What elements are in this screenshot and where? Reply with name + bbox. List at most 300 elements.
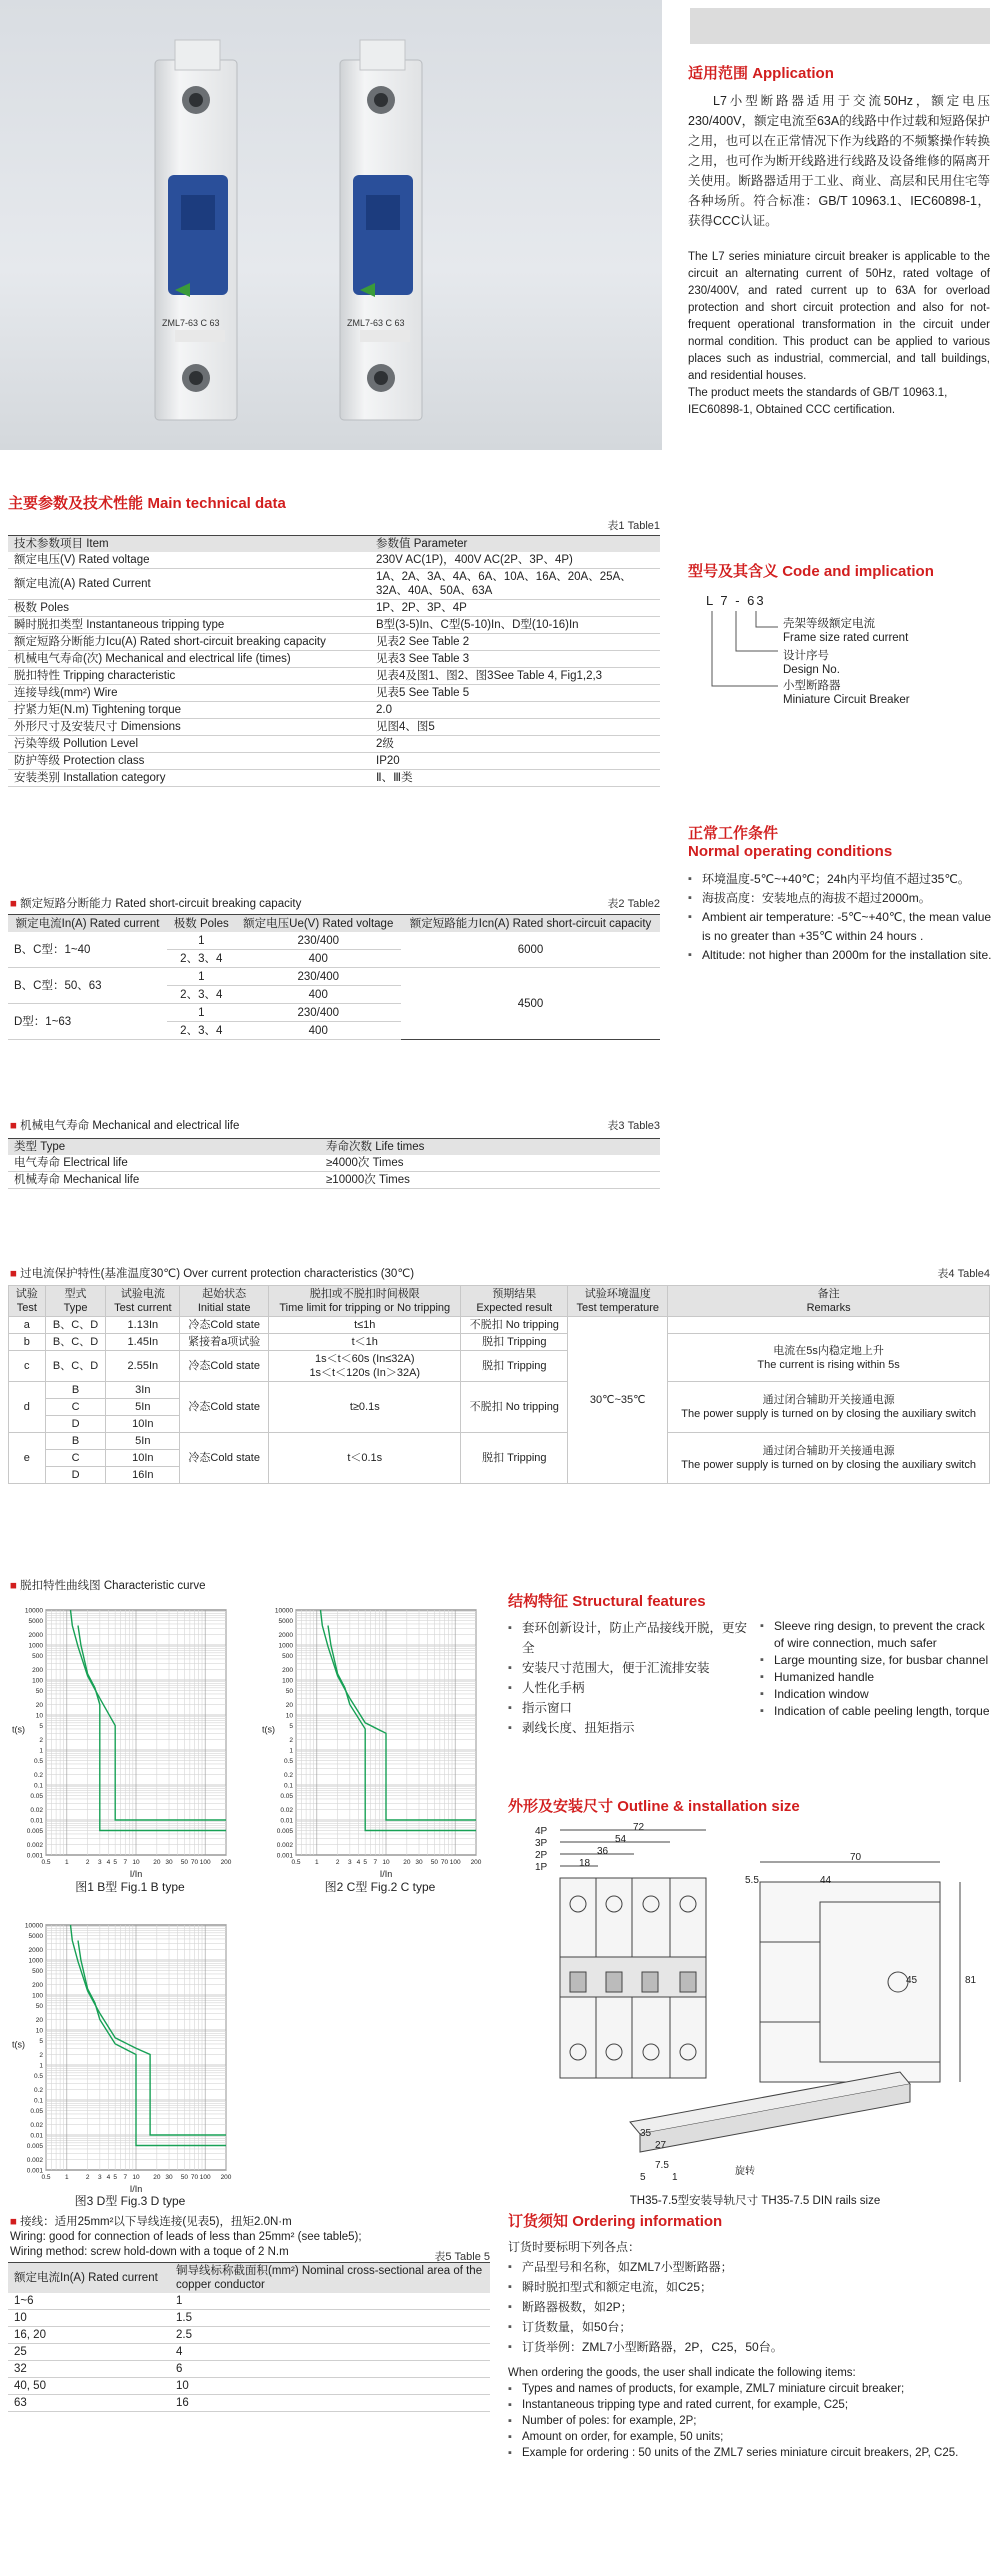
y-tick-label: 0.05 [30, 1793, 43, 1801]
breaker-left [155, 40, 237, 420]
x-axis-label: I/In [379, 1869, 393, 1879]
t1-value: 见图4、图5 [370, 719, 660, 736]
x-tick-label: 30 [415, 1859, 423, 1866]
t4-test: d [9, 1382, 46, 1433]
t4-type: B、C、D [45, 1334, 106, 1351]
t5-row [8, 2395, 490, 2412]
x-tick-label: 0.5 [41, 1859, 51, 1866]
t1-row [8, 651, 660, 668]
x-tick-label: 200 [470, 1859, 482, 1866]
ordering-cn-item: ▪ 断路器极数，如2P； [508, 2297, 994, 2317]
x-tick-label: 70 [190, 2174, 199, 2181]
y-tick-label: 2000 [28, 1631, 43, 1639]
t2-current: B、C型：50、63 [8, 968, 167, 1004]
y-tick-label: 10000 [274, 1607, 293, 1615]
y-axis-label: t(s) [262, 1724, 275, 1735]
t1-item: 机械电气寿命(次) Mechanical and electrical life (times) [8, 651, 370, 668]
t2-voltage: 230/400 [235, 968, 401, 986]
ordering-cn-item: ▪ 订货数量，如50台； [508, 2317, 994, 2337]
y-tick-label: 0.01 [30, 2132, 43, 2140]
scope-section [688, 62, 990, 419]
y-tick-label: 500 [32, 1653, 43, 1661]
t5-area: 6 [170, 2361, 490, 2378]
t4-test: b [9, 1334, 46, 1351]
y-tick-label: 0.001 [26, 2167, 43, 2175]
y-axis-label: t(s) [12, 1724, 25, 1735]
t4-current: 2.55In [106, 1351, 180, 1382]
t1-value: IP20 [370, 753, 660, 770]
t5-current: 63 [8, 2395, 170, 2412]
t1-item: 瞬时脱扣类型 Instantaneous tripping type [8, 617, 370, 634]
t1-item: 防护等级 Protection class [8, 753, 370, 770]
t4-state: 冷态Cold state [180, 1382, 269, 1433]
normal-item: ▪ 海拔高度：安装地点的海拔不超过2000m。 [688, 889, 994, 908]
x-tick-label: 70 [190, 1859, 199, 1866]
main-tech-title: 主要参数及技术性能 Main technical data [8, 495, 286, 512]
rail-rotate-label: 旋转 [735, 2166, 755, 2177]
t1-value: 1A、2A、3A、4A、6A、10A、16A、20A、25A、32A、40A、50A、63A [370, 569, 660, 600]
x-tick-label: 4 [106, 2174, 111, 2181]
x-tick-label: 3 [98, 2174, 102, 2181]
t4-current: 10In [106, 1416, 180, 1433]
structural-en-item: ▪ Large mounting size, for busbar channel [760, 1652, 992, 1669]
t1-value: B型(3-5)In、C型(5-10)In、D型(10-16)In [370, 617, 660, 634]
t5-row [8, 2378, 490, 2395]
y-tick-label: 5000 [28, 1933, 43, 1941]
y-tick-label: 0.1 [33, 2097, 43, 2105]
x-tick-label: 50 [180, 2174, 188, 2181]
y-tick-label: 0.005 [26, 2143, 43, 2151]
y-tick-label: 0.005 [276, 1828, 293, 1836]
t4-remark [668, 1317, 990, 1334]
y-tick-label: 500 [32, 1968, 43, 1976]
y-tick-label: 2000 [278, 1631, 293, 1639]
model-item-2: 小型断路器 Miniature Circuit Breaker [783, 680, 910, 706]
ordering-en-item: ▪ Amount on order, for example, 50 units; [508, 2429, 994, 2445]
t2-capacity: 6000 [401, 932, 660, 968]
table3 [8, 1138, 660, 1189]
t5-current: 32 [8, 2361, 170, 2378]
t1-value: 见表2 See Table 2 [370, 634, 660, 651]
x-tick-label: 100 [449, 1859, 461, 1866]
t5-current: 1~6 [8, 2293, 170, 2310]
structural-en-item: ▪ Sleeve ring design, to prevent the crack of wire connection, much safer [760, 1618, 992, 1652]
table4-title: ■ 过电流保护特性(基准温度30℃) Over current protection characteristics (30℃) [10, 1268, 415, 1280]
t4-current: 5In [106, 1433, 180, 1450]
dim-18: 18 [579, 1858, 591, 1869]
t4-row [9, 1382, 990, 1399]
t4-result: 不脱扣 No tripping [461, 1317, 568, 1334]
t1-item: 额定电流(A) Rated Current [8, 569, 370, 600]
y-tick-label: 500 [282, 1653, 293, 1661]
y-tick-label: 1 [39, 2062, 43, 2070]
y-tick-label: 10000 [24, 1607, 43, 1615]
y-tick-label: 50 [35, 2003, 43, 2011]
ordering-title: 订货须知 Ordering information [508, 2213, 723, 2230]
t4-result: 脱扣 Tripping [461, 1351, 568, 1382]
x-tick-label: 100 [199, 1859, 211, 1866]
y-tick-label: 50 [285, 1688, 293, 1696]
x-tick-label: 50 [180, 1859, 188, 1866]
x-tick-label: 3 [348, 1859, 352, 1866]
x-tick-label: 7 [123, 1859, 128, 1866]
y-tick-label: 0.005 [26, 1828, 43, 1836]
t2-voltage: 230/400 [235, 932, 401, 950]
table1-number: 表1 Table1 [607, 520, 660, 532]
t2-poles: 1 [167, 932, 235, 950]
t4-header-cell: 试验 Test [9, 1286, 46, 1317]
ordering-cn-item: ▪ 产品型号和名称，如ZML7小型断路器； [508, 2257, 994, 2277]
x-axis-label: I/In [129, 2184, 143, 2194]
t1-row [8, 719, 660, 736]
x-tick-label: 20 [403, 1859, 411, 1866]
t2-voltage: 230/400 [235, 1004, 401, 1022]
model-item-0: 壳架等级额定电流 Frame size rated current [783, 618, 909, 644]
normal-list [688, 870, 994, 965]
t4-result: 脱扣 Tripping [461, 1433, 568, 1484]
ordering-en-item: ▪ Number of poles: for example, 2P; [508, 2413, 994, 2429]
t5-area: 1 [170, 2293, 490, 2310]
dim-5-5: 5.5 [745, 1875, 759, 1886]
x-tick-label: 0.5 [41, 2174, 51, 2181]
y-tick-label: 0.2 [33, 1771, 43, 1779]
t2-poles: 1 [167, 1004, 235, 1022]
t5-row [8, 2361, 490, 2378]
t4-type: C [45, 1450, 106, 1467]
rail-dim-1: 1 [672, 2172, 678, 2183]
t2-header-cell: 额定电流In(A) Rated current [8, 915, 167, 933]
model-section [688, 560, 990, 721]
x-tick-label: 7 [123, 2174, 128, 2181]
t5-current: 16, 20 [8, 2327, 170, 2344]
t3-row [8, 1172, 660, 1189]
x-tick-label: 50 [430, 1859, 438, 1866]
rail-caption: TH35-7.5型安装导轨尺寸 TH35-7.5 DIN rails size [629, 2195, 881, 2207]
t4-time: t＜1h [269, 1334, 461, 1351]
y-tick-label: 2 [39, 2051, 43, 2059]
table5-number: 表5 Table 5 [434, 2251, 490, 2263]
y-tick-label: 0.05 [280, 1793, 293, 1801]
scope-cn-text: L7小型断路器适用于交流50Hz，额定电压230/400V，额定电流至63A的线路中作过载和短路保护之用，也可以在正常情况下作为线路的不频繁操作转换之用，也可作为断开线路进行线路及设备维修的隔离开关使用。断路器适用于工业、商业、高层和民用住宅等各种场所。符合标准：GB/T 10963.1、IEC60898-1，获得CCC认证。 [688, 94, 990, 228]
t4-time: t≥0.1s [269, 1382, 461, 1433]
t1-row [8, 617, 660, 634]
y-tick-label: 0.1 [33, 1782, 43, 1790]
t2-poles: 2、3、4 [167, 1022, 235, 1040]
y-tick-label: 0.002 [26, 1841, 43, 1849]
t4-current: 5In [106, 1399, 180, 1416]
structural-en-item: ▪ Indication of cable peeling length, torque [760, 1703, 992, 1720]
t4-state: 冷态Cold state [180, 1433, 269, 1484]
y-tick-label: 1 [39, 1747, 43, 1755]
t1-value: 2.0 [370, 702, 660, 719]
t5-current: 40, 50 [8, 2378, 170, 2395]
normal-item: ▪ Ambient air temperature: -5℃~+40℃, the mean value is no greater than +35℃ within 24 hours . [688, 908, 994, 946]
t4-test: a [9, 1317, 46, 1334]
curves-title: ■ 脱扣特性曲线图 Characteristic curve [10, 1580, 206, 1592]
x-tick-label: 2 [85, 2174, 90, 2181]
structural-en-item: ▪ Humanized handle [760, 1669, 992, 1686]
t4-current: 10In [106, 1450, 180, 1467]
t4-header-cell: 试验环境温度 Test temperature [568, 1286, 668, 1317]
t5-header-area: 铜导线标称截面积(mm²) Nominal cross-sectional area of the copper conductor [170, 2263, 490, 2294]
y-tick-label: 5000 [28, 1618, 43, 1626]
ordering-cn-item: ▪ 订货举例：ZML7小型断路器，2P，C25，50台。 [508, 2337, 994, 2357]
structural-cn-list [508, 1618, 753, 1738]
t5-area: 1.5 [170, 2310, 490, 2327]
x-tick-label: 100 [199, 2174, 211, 2181]
chart-d-type [4, 1915, 244, 2215]
table5 [8, 2262, 490, 2412]
t1-value: Ⅱ、Ⅲ类 [370, 770, 660, 787]
y-tick-label: 1000 [278, 1642, 293, 1650]
t2-poles: 2、3、4 [167, 986, 235, 1004]
t4-type: D [45, 1467, 106, 1484]
t4-current: 1.45In [106, 1334, 180, 1351]
ordering-section [508, 2210, 994, 2461]
y-tick-label: 20 [35, 2016, 43, 2024]
dim-44: 44 [820, 1875, 832, 1886]
y-tick-label: 10000 [24, 1922, 43, 1930]
x-tick-label: 4 [106, 1859, 111, 1866]
t4-current: 1.13In [106, 1317, 180, 1334]
wiring-line3: Wiring method: screw hold-down with a toque of 2 N.m [10, 2246, 289, 2258]
x-tick-label: 10 [382, 1859, 390, 1866]
x-tick-label: 1 [65, 1859, 69, 1866]
t1-row [8, 702, 660, 719]
ordering-intro-en: When ordering the goods, the user shall indicate the following items: [508, 2367, 856, 2379]
pole-labels: 4P 3P 2P 1P [535, 1826, 548, 1873]
t4-type: B、C、D [45, 1351, 106, 1382]
t5-area: 2.5 [170, 2327, 490, 2344]
t2-header-cell: 极数 Poles [167, 915, 235, 933]
t1-value: 见表4及图1、图2、图3See Table 4, Fig1,2,3 [370, 668, 660, 685]
t2-current: D型：1~63 [8, 1004, 167, 1040]
caption-fig1: 图1 B型 Fig.1 B type [75, 1880, 185, 1894]
y-tick-label: 1000 [28, 1642, 43, 1650]
x-tick-label: 20 [153, 2174, 161, 2181]
y-tick-label: 50 [35, 1688, 43, 1696]
product-photo [0, 0, 662, 450]
y-tick-label: 0.2 [33, 2086, 43, 2094]
normal-title: 正常工作条件 Normal operating conditions [688, 825, 893, 860]
table4-number: 表4 Table4 [937, 1268, 990, 1280]
x-tick-label: 2 [335, 1859, 340, 1866]
caption-fig3: 图3 D型 Fig.3 D type [74, 2194, 186, 2208]
y-tick-label: 10 [35, 2027, 43, 2035]
x-tick-label: 7 [373, 1859, 378, 1866]
y-tick-label: 0.5 [33, 1758, 43, 1766]
t5-row [8, 2310, 490, 2327]
t4-header-cell: 型式 Type [45, 1286, 106, 1317]
y-tick-label: 5 [39, 2038, 43, 2046]
t2-current: B、C型：1~40 [8, 932, 167, 968]
y-tick-label: 0.5 [33, 2073, 43, 2081]
breaker-label-right: ZML7-63 C 63 [347, 318, 405, 328]
t1-item: 脱扣特性 Tripping characteristic [8, 668, 370, 685]
ordering-en-item: ▪ Example for ordering : 50 units of the ZML7 series miniature circuit breakers, 2P, C25. [508, 2445, 994, 2461]
t1-item: 连接导线(mm²) Wire [8, 685, 370, 702]
t4-row [9, 1317, 990, 1334]
scope-title: 适用范围 Application [688, 65, 834, 82]
rail-dim-35: 35 [640, 2128, 652, 2139]
structural-title: 结构特征 Structural features [508, 1593, 706, 1610]
x-tick-label: 10 [132, 2174, 140, 2181]
scope-en-text2: The product meets the standards of GB/T 10963.1, IEC60898-1, Obtained CCC certification. [688, 387, 948, 416]
y-tick-label: 1000 [28, 1957, 43, 1965]
model-title: 型号及其含义 Code and implication [688, 563, 934, 580]
t4-type: C [45, 1399, 106, 1416]
normal-item: ▪ Altitude: not higher than 2000m for the installation site. [688, 946, 994, 965]
caption-fig2: 图2 C型 Fig.2 C type [324, 1880, 436, 1894]
t4-remark: 通过闭合辅助开关接通电源 The power supply is turned on by closing the auxiliary switch [668, 1382, 990, 1433]
t3-header-life: 寿命次数 Life times [320, 1139, 660, 1156]
x-tick-label: 30 [165, 2174, 173, 2181]
y-tick-label: 0.002 [26, 2156, 43, 2164]
t3-type: 机械寿命 Mechanical life [8, 1172, 320, 1189]
model-code: L 7 - 63 [706, 593, 766, 608]
x-axis-label: I/In [129, 1869, 143, 1879]
structural-section [508, 1590, 994, 1735]
structural-cn-item: ▪ 剥线长度、扭矩指示 [508, 1718, 753, 1738]
t4-test: c [9, 1351, 46, 1382]
table2-number: 表2 Table2 [607, 898, 660, 910]
y-tick-label: 0.2 [283, 1771, 293, 1779]
t1-row [8, 552, 660, 569]
structural-cn-item: ▪ 人性化手柄 [508, 1678, 753, 1698]
t1-item: 拧紧力矩(N.m) Tightening torque [8, 702, 370, 719]
y-tick-label: 2 [39, 1736, 43, 1744]
t4-time: t≤1h [269, 1317, 461, 1334]
t4-state: 冷态Cold state [180, 1351, 269, 1382]
structural-cn-item: ▪ 安装尺寸范围大，便于汇流排安装 [508, 1658, 753, 1678]
t4-header-cell: 预期结果 Expected result [461, 1286, 568, 1317]
y-tick-label: 100 [282, 1677, 293, 1685]
dim-72: 72 [633, 1822, 645, 1833]
t4-time: t＜0.1s [269, 1433, 461, 1484]
y-tick-label: 10 [35, 1712, 43, 1720]
t5-row [8, 2327, 490, 2344]
ordering-en-item: ▪ Types and names of products, for example, ZML7 miniature circuit breaker; [508, 2381, 994, 2397]
t2-voltage: 400 [235, 986, 401, 1004]
t4-state: 冷态Cold state [180, 1317, 269, 1334]
t4-current: 16In [106, 1467, 180, 1484]
t3-life: ≥4000次 Times [320, 1155, 660, 1172]
table2-title: ■ 额定短路分断能力 Rated short-circuit breaking capacity [10, 898, 302, 910]
t3-type: 电气寿命 Electrical life [8, 1155, 320, 1172]
y-tick-label: 2000 [28, 1946, 43, 1954]
chart-b-type [4, 1600, 244, 1900]
x-tick-label: 5 [113, 1859, 117, 1866]
t4-state: 紧接着a项试验 [180, 1334, 269, 1351]
t4-time: 1s＜t＜60s (In≤32A) 1s＜t＜120s (In＞32A) [269, 1351, 461, 1382]
normal-section [688, 822, 994, 965]
t2-header-cell: 额定电压Ue(V) Rated voltage [235, 915, 401, 933]
t2-header-cell: 额定短路能力Icn(A) Rated short-circuit capacity [401, 915, 660, 933]
t4-header-row [9, 1286, 990, 1317]
t5-current: 10 [8, 2310, 170, 2327]
rail-dim-7-5: 7.5 [655, 2160, 669, 2171]
x-tick-label: 3 [98, 1859, 102, 1866]
t3-header-row [8, 1139, 660, 1156]
t1-row [8, 634, 660, 651]
t1-value: 2级 [370, 736, 660, 753]
x-tick-label: 20 [153, 1859, 161, 1866]
x-tick-label: 200 [220, 2174, 232, 2181]
y-tick-label: 2 [289, 1736, 293, 1744]
t4-current: 3In [106, 1382, 180, 1399]
rail-dim-27: 27 [655, 2140, 667, 2151]
t3-life: ≥10000次 Times [320, 1172, 660, 1189]
t1-row [8, 685, 660, 702]
y-tick-label: 1 [289, 1747, 293, 1755]
t4-remark: 电流在5s内稳定地上升 The current is rising within 5s [668, 1334, 990, 1382]
ordering-intro-cn: 订货时要标明下列各点： [508, 2240, 641, 2254]
x-tick-label: 5 [113, 2174, 117, 2181]
t1-item: 额定短路分断能力Icu(A) Rated short-circuit breaking capacity [8, 634, 370, 651]
structural-cn-item: ▪ 套环创新设计，防止产品接线开脱，更安全 [508, 1618, 753, 1658]
t2-poles: 2、3、4 [167, 950, 235, 968]
y-tick-label: 0.02 [280, 1806, 293, 1814]
t1-item: 污染等级 Pollution Level [8, 736, 370, 753]
t1-row [8, 770, 660, 787]
x-tick-label: 200 [220, 1859, 232, 1866]
t1-value: 1P、2P、3P、4P [370, 600, 660, 617]
t2-capacity: 4500 [401, 968, 660, 1040]
t4-test: e [9, 1433, 46, 1484]
rail-dim-5: 5 [640, 2172, 646, 2183]
dim-81: 81 [965, 1975, 977, 1986]
y-tick-label: 200 [32, 1666, 43, 1674]
t5-row [8, 2293, 490, 2310]
circuit-breaker-image [0, 0, 662, 450]
y-tick-label: 0.01 [280, 1817, 293, 1825]
y-tick-label: 100 [32, 1677, 43, 1685]
x-tick-label: 10 [132, 1859, 140, 1866]
t4-temp: 30℃~35℃ [568, 1317, 668, 1484]
t1-row [8, 753, 660, 770]
x-tick-label: 4 [356, 1859, 361, 1866]
t4-row [9, 1334, 990, 1351]
t1-value: 见表3 See Table 3 [370, 651, 660, 668]
dim-54: 54 [615, 1834, 627, 1845]
y-tick-label: 20 [35, 1701, 43, 1709]
y-tick-label: 5 [289, 1723, 293, 1731]
t5-header-row [8, 2263, 490, 2294]
y-tick-label: 100 [32, 1992, 43, 2000]
y-tick-label: 0.02 [30, 1806, 43, 1814]
t3-row [8, 1155, 660, 1172]
t1-header-param: 参数值 Parameter [370, 536, 660, 553]
t1-value: 见表5 See Table 5 [370, 685, 660, 702]
x-tick-label: 70 [440, 1859, 449, 1866]
y-tick-label: 5 [39, 1723, 43, 1731]
y-tick-label: 0.1 [283, 1782, 293, 1790]
y-tick-label: 5000 [278, 1618, 293, 1626]
x-tick-label: 1 [315, 1859, 319, 1866]
t5-row [8, 2344, 490, 2361]
t4-type: D [45, 1416, 106, 1433]
t5-current: 25 [8, 2344, 170, 2361]
t4-header-cell: 起始状态 Initial state [180, 1286, 269, 1317]
x-tick-label: 1 [65, 2174, 69, 2181]
y-tick-label: 20 [285, 1701, 293, 1709]
wiring-line1: ■ 接线：适用25mm²以下导线连接(见表5)，扭矩2.0N·m [10, 2216, 292, 2228]
y-tick-label: 0.5 [283, 1758, 293, 1766]
t1-row [8, 736, 660, 753]
ordering-cn-list [508, 2257, 994, 2357]
t4-type: B [45, 1382, 106, 1399]
y-tick-label: 0.01 [30, 1817, 43, 1825]
